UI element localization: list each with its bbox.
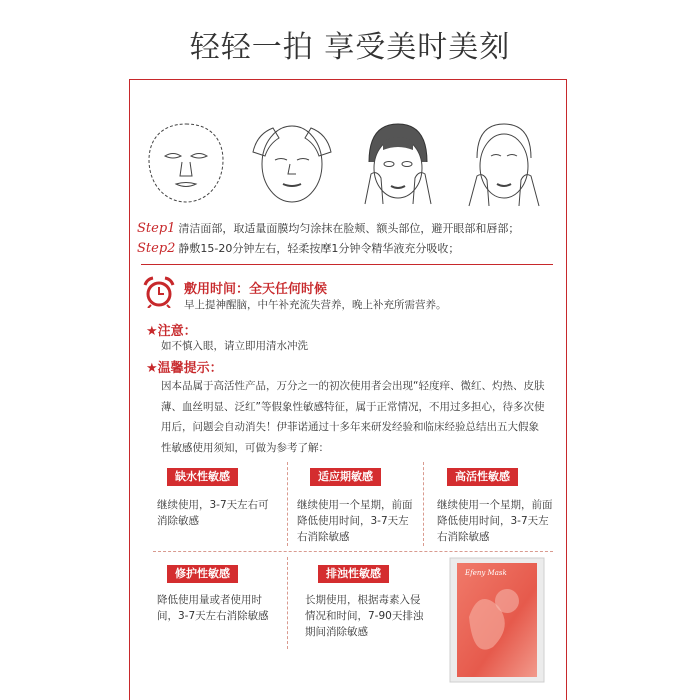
cell-text-repair: 降低使用量或者使用时间，3-7天左右消除敏感 [157,594,269,622]
badge-repair-sensitivity: 修护性敏感 [167,565,238,583]
grid-divider [423,462,424,546]
tips-title: ★温馨提示： [146,361,223,376]
face-apply-cheeks-illustration [353,118,443,208]
face-apply-forehead-illustration [247,118,337,208]
page-title: 轻轻一拍 享受美时美刻 [189,30,511,65]
grid-divider [287,557,288,649]
tips-body: 因本品属于高活性产品，万分之一的初次使用者会出现“轻度痒、微红、灼热、皮肤薄、血丝明显、泛红”等假象性敏感特征，属于正常情况，不用过多担心，待多次使用后，问题会自动消失！伊菲诺通过十多年来研发经验和临床经验总结出五大假象性敏感使用须知，可做为参考了解： [161,380,545,454]
step-1-text: 清洁面部，取适量面膜均匀涂抹在脸颊、额头部位，避开眼部和唇部； [178,222,520,235]
product-brand-text: Efeny Mask [465,569,507,577]
step-2-text: 静敷15-20分钟左右，轻柔按摩1分钟令精华液充分吸收； [178,242,460,255]
step-2 [137,240,459,256]
grid-divider [153,551,553,552]
cell-text-detox: 长期使用，根据毒素入侵情况和时间，7-90天排浊期间消除敏感 [305,594,424,638]
face-mask-sheet-illustration [141,118,231,208]
step-illustrations [141,118,551,208]
step-1-tag: Step1 [137,221,176,236]
product-sachet-image [449,557,545,683]
section-divider [141,264,553,265]
step-1 [137,220,519,236]
badge-high-activity-sensitivity: 高活性敏感 [447,468,518,486]
caution-body: 如不慎入眼，请立即用清水冲洗 [161,340,308,352]
cell-text-high-activity: 继续使用一个星期，前面降低使用时间，3-7天左右消除敏感 [437,499,553,543]
cell-text-dehydration: 继续使用，3-7天左右可消除敏感 [157,499,269,527]
usage-time-body: 早上提神醒脑，中午补充流失营养，晚上补充所需营养。 [184,299,447,311]
caution-title: ★注意： [146,324,197,339]
badge-dehydration-sensitivity: 缺水性敏感 [167,468,238,486]
step-2-tag: Step2 [137,241,176,256]
face-massage-illustration [459,118,549,208]
cell-text-adaptation: 继续使用一个星期，前面降低使用时间，3-7天左右消除敏感 [297,499,413,543]
alarm-clock-icon [142,276,176,308]
grid-divider [287,462,288,546]
badge-adaptation-sensitivity: 适应期敏感 [310,468,381,486]
badge-detox-sensitivity: 排浊性敏感 [318,565,389,583]
usage-time-title: 敷用时间：全天任何时候 [184,282,328,297]
